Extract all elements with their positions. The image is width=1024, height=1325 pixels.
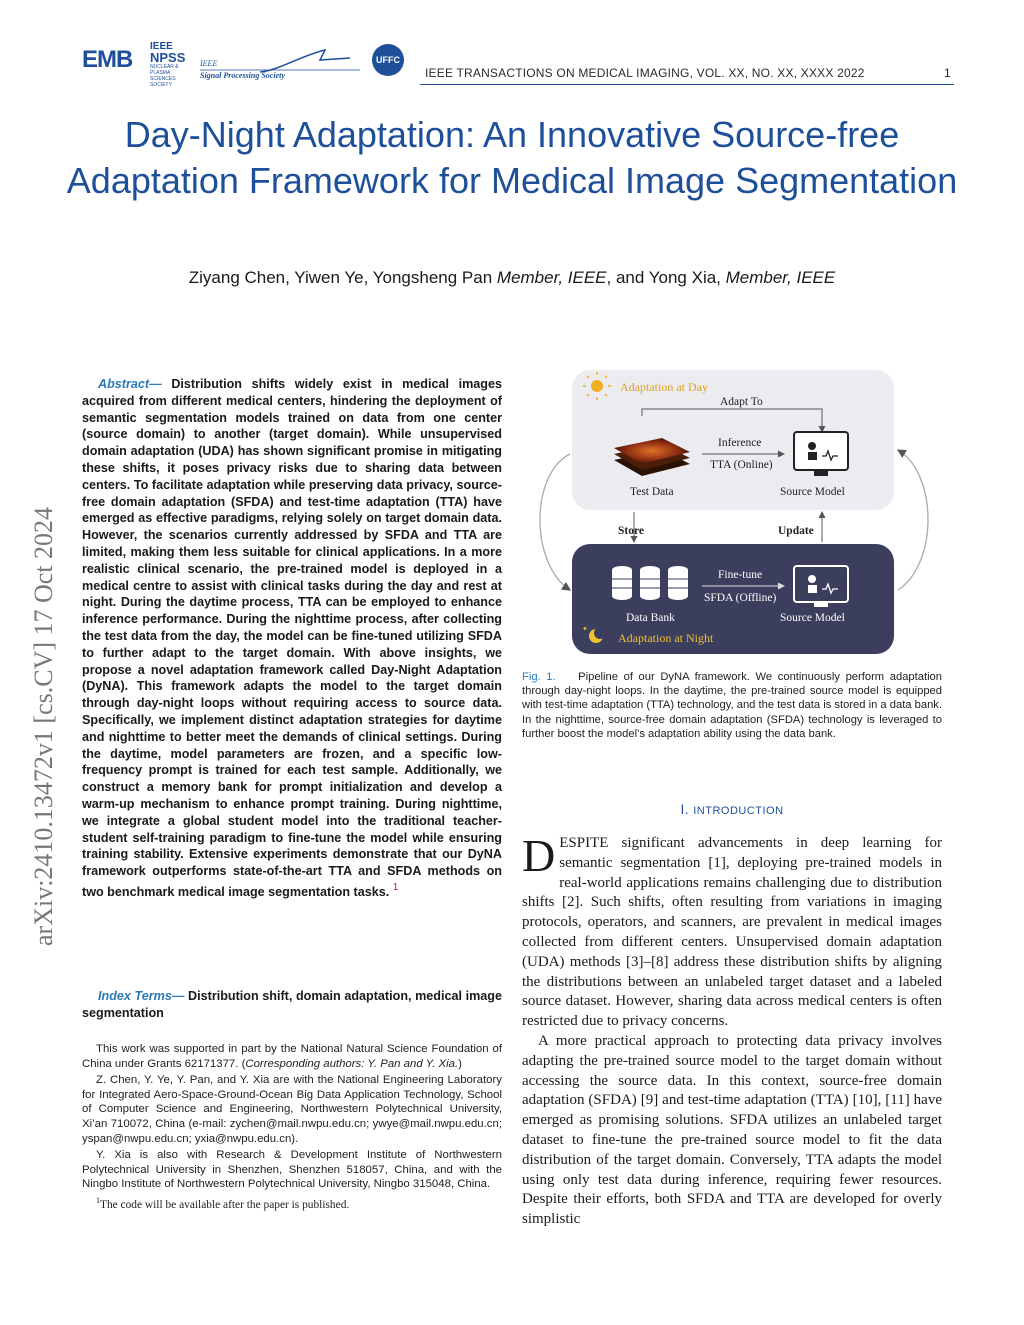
tta-label: TTA (Online) bbox=[710, 459, 773, 471]
inference-label: Inference bbox=[718, 437, 762, 449]
arxiv-stamp-text: arXiv:2410.13472v1 [cs.CV] 17 Oct 2024 bbox=[29, 506, 58, 946]
source-model-night-icon bbox=[794, 566, 848, 607]
index-terms-text: Distribution shift, domain adaptation, medical image segmentation bbox=[82, 989, 503, 1020]
author-list bbox=[60, 268, 964, 288]
emb-logo: EMB bbox=[82, 46, 133, 73]
author-conjunction: , and Yong Xia, bbox=[606, 268, 726, 287]
signal-processing-society-logo bbox=[200, 46, 360, 80]
abstract bbox=[82, 376, 502, 901]
code-note bbox=[82, 1194, 502, 1212]
data-bank-icon bbox=[612, 566, 688, 600]
caption-text: Pipeline of our DyNA framework. We continuously perform adaptation through day-night loops. In the daytime, the pre-trained source model is equipped with test-time adaptation (TTA) technology, and the test data is stored in a data bank. In the nighttime, source-free domain adaptation (SFDA) technology is leveraged to further boost the model’s adaptation ability using the data bank. bbox=[522, 671, 943, 740]
arxiv-stamp bbox=[30, 356, 58, 946]
corresponding-authors: Corresponding authors: Y. Pan and Y. Xia. bbox=[245, 1057, 459, 1070]
footnotes bbox=[82, 1042, 502, 1214]
fine-tune-label: Fine-tune bbox=[718, 569, 763, 581]
ieee-logo-text: IEEE bbox=[150, 41, 173, 52]
paper-title: Day-Night Adaptation: An Innovative Source-free Adaptation Framework for Medical Image Segmentation bbox=[66, 114, 958, 201]
store-label: Store bbox=[618, 525, 644, 537]
source-model-night-label: Source Model bbox=[780, 612, 845, 624]
source-model-day-icon bbox=[794, 432, 848, 476]
funding-note bbox=[82, 1042, 502, 1071]
npss-tagline: NUCLEAR & PLASMA SCIENCES SOCIETY bbox=[150, 64, 179, 88]
abstract-label: Abstract— bbox=[98, 377, 162, 391]
dyna-pipeline-figure bbox=[522, 364, 954, 664]
caption-label: Fig. 1. bbox=[522, 671, 556, 683]
dropcap: D bbox=[522, 830, 556, 881]
intro-paragraph-2: A more practical approach to protecting data privacy involves adapting the pre-trained source model to the target domain without accessing the source data. In this context, source-free domain adaptation (SFDA) [9] and test-time adaptation (TTA) [10], [11] have emerged as promising solutions. SFDA utilizes an unlabeled target dataset to fine-tune the pre-trained source model to fit the data distribution of the target domain. Conversely, TTA adapts the model using only test data during inference, requiring fewer resources. Despite their efforts, both SFDA and TTA are developed for overly simplistic bbox=[522, 1032, 942, 1228]
code-note-mark: 1 bbox=[96, 1195, 100, 1205]
funding-close: ) bbox=[458, 1057, 462, 1070]
affiliation-note-1: Z. Chen, Y. Ye, Y. Pan, and Y. Xia are with the National Engineering Laboratory for Integrated Aero-Space-Ground-Ocean Big Data Application Technology, School of Computer Science and Engineering, Northwestern Polytechnical University, Xi’an 710072, China (e-mail: zychen@mail.nwpu.edu.cn; ywye@mail.nwpu.edu.cn; yspan@nwpu.edu.cn; yxia@nwpu.edu.cn). bbox=[82, 1074, 502, 1145]
section-number: I. bbox=[680, 802, 689, 817]
day-panel-title: Adaptation at Day bbox=[620, 380, 708, 394]
intro-paragraph-1-text: ESPITE significant advancements in deep learning for semantic segmentation [1], deploying pre-trained models in real-world applications remains challenging due to distribution shifts [2]. Such shifts, often resulting from variations in imaging protocols, operators, and scanners, are prevalent in medical images collected from different centers. Unsupervised domain adaptation (UDA) methods [3]–[8] address these distribution shifts by aligning the distributions between an unlabeled target dataset and a labeled source dataset. However, sharing data across medical centers is often restricted due to privacy concerns. bbox=[522, 835, 942, 1030]
intro-paragraph-1 bbox=[522, 830, 942, 1032]
section-title: INTRODUCTION bbox=[693, 805, 784, 817]
data-bank-label: Data Bank bbox=[626, 612, 675, 624]
figure-caption bbox=[522, 670, 942, 741]
update-label: Update bbox=[778, 525, 814, 537]
author-role-1: Member, IEEE bbox=[496, 268, 607, 287]
affiliation-note-2: Y. Xia is also with Research & Development Institute of Northwestern Polytechnical University in Shenzhen, Shenzhen 518057, China, and with the Ningbo Institute of Northwestern Polytechnical University, Ningbo 315048, China. bbox=[82, 1149, 502, 1191]
funding-text: This work was supported in part by the National Natural Science Foundation of China under Grants 62171377. ( bbox=[82, 1043, 502, 1070]
source-model-day-label: Source Model bbox=[780, 486, 845, 498]
night-panel-title: Adaptation at Night bbox=[618, 631, 714, 645]
uffc-logo: UFFC bbox=[372, 44, 404, 76]
test-data-label: Test Data bbox=[630, 486, 674, 498]
index-terms bbox=[82, 988, 502, 1022]
page-number: 1 bbox=[944, 66, 951, 80]
svg-text:✦: ✦ bbox=[582, 625, 588, 633]
sfda-label: SFDA (Offline) bbox=[704, 592, 777, 604]
author-role-2: Member, IEEE bbox=[725, 268, 836, 287]
abstract-footnote-mark: 1 bbox=[392, 881, 399, 893]
index-terms-label: Index Terms— bbox=[98, 989, 185, 1003]
introduction-body bbox=[522, 830, 942, 1230]
npss-logo-text: NPSS bbox=[150, 50, 186, 65]
header-rule bbox=[420, 84, 954, 85]
code-note-text: The code will be available after the paper is published. bbox=[100, 1198, 350, 1211]
abstract-text: Distribution shifts widely exist in medical images acquired from different medical centers, hindering the deployment of semantic segmentation models trained on data from one center (source domain) to another (target domain). While unsupervised domain adaptation (UDA) has shown significant promise in mitigating these shifts, it poses privacy risks due to sharing data between centers. To facilitate adaptation while preserving data privacy, source-free domain adaptation (SFDA) and test-time adaptation (TTA) have emerged as effective paradigms, relying solely on target domain data. However, the scenarios currently addressed by SFDA and TTA are limited, making them less suitable for clinical applications. In a more realistic clinical scenario, the pre-trained model is deployed in a medical centre to assist with clinical tasks during the day and rest at night. During the daytime process, TTA can be employed to enhance inference performance. During the nighttime process, after collecting the test data from the day, the model can be fine-tuned utilizing SFDA to further adapt to the target domain. With above insights, we propose a novel adaptation framework called Day-Night Adaptation (DyNA). This framework adapts the model to the target domain through day-night loops without requiring access to source data. Specifically, we implement distinct adaptation strategies for daytime and nighttime to better meet the demands of clinical settings. During the daytime, model parameters are frozen, and a specific low-frequency prompt is trained for each test sample. Additionally, we construct a memory bank for prompt initialization and develop a warm-up mechanism to enhance prompt training. During nighttime, we integrate a global student model into the traditional teacher-student self-training paradigm to fine-tune the model while ensuring training stability. Extensive experiments demonstrate that our DyNA framework outperforms state-of-the-art TTA and SFDA methods on two benchmark medical image segmentation tasks. bbox=[82, 377, 502, 899]
ieee-npss-logo bbox=[150, 42, 196, 88]
adapt-to-label: Adapt To bbox=[720, 396, 763, 408]
author-names: Ziyang Chen, Yiwen Ye, Yongsheng Pan bbox=[188, 268, 497, 287]
section-heading bbox=[522, 802, 942, 817]
sps-ieee-text: IEEE bbox=[200, 59, 218, 68]
sps-logo-text: Signal Processing Society bbox=[200, 71, 285, 80]
journal-header: IEEE TRANSACTIONS ON MEDICAL IMAGING, VOL. XX, NO. XX, XXXX 2022 bbox=[425, 66, 865, 80]
